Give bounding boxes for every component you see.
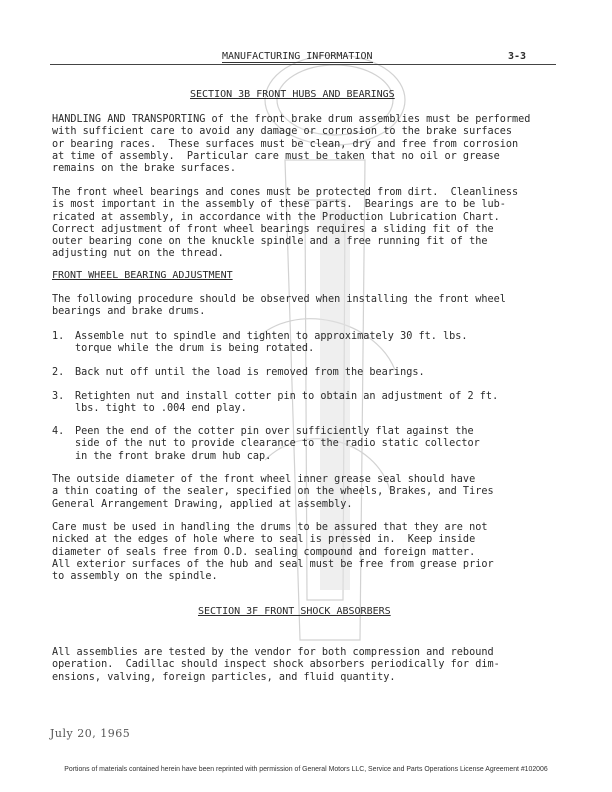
step-2-text: Back nut off until the load is removed from the bearings. [75,367,425,378]
step-1-number: 1. [52,331,65,342]
document-date: July 20, 1965 [50,727,131,740]
copyright-footer: Portions of materials contained herein have been reprinted with permission of General Motors LLC, Service and Parts Operations License Agreement #102006 [64,766,548,773]
page-number: 3-3 [508,51,527,62]
step-1-text: Assemble nut to spindle and tighten to approximately 30 ft. lbs. torque while the drum is being rotated. [75,331,468,355]
step-4-text: Peen the end of the cotter pin over sufficiently flat against the side of the nut to provide clearance to the radio static collector in the front brake drum hub cap. [75,426,480,462]
paragraph-seal: The outside diameter of the front wheel inner grease seal should have a thin coating of the sealer, specified on the wheels, Brakes, and Tires General Arrangement Drawing, applied at assembly. [52,474,494,510]
section-3b-heading: SECTION 3B FRONT HUBS AND BEARINGS [190,89,395,100]
adjustment-intro: The following procedure should be observed when installing the front wheel bearings and brake drums. [52,294,506,318]
step-4-number: 4. [52,426,65,437]
step-2-number: 2. [52,367,65,378]
step-3-text: Retighten nut and install cotter pin to obtain an adjustment of 2 ft. lbs. tight to .004 end play. [75,391,499,415]
header-rule [50,64,556,65]
paragraph-bearings: The front wheel bearings and cones must be protected from dirt. Cleanliness is most important in the assembly of these parts. Bearings are to be lub- ricated at assembly, in accordance with the Production Lubrication Chart. Correct adjustment of front wheel bearings requires a sliding fit of the outer bearing cone on the knuckle spindle and a free running fit of the adjusting nut on the thread. [52,187,519,260]
adjustment-heading: FRONT WHEEL BEARING ADJUSTMENT [52,270,233,281]
section-3f-heading: SECTION 3F FRONT SHOCK ABSORBERS [198,606,391,617]
paragraph-handling: HANDLING AND TRANSPORTING of the front brake drum assemblies must be performed with sufficient care to avoid any damage or corrosion to the brake surfaces or bearing races. These surfaces must be clean, dry and free from corrosion at time of assembly. Particular care must be taken that no oil or grease remains on the brake surfaces. [52,114,531,175]
paragraph-care: Care must be used in handling the drums to be assured that they are not nicked at the edges of hole where to seal is pressed in. Keep inside diameter of seals free from O.D. sealing compound and foreign matter. All exterior surfaces of the hub and seal must be free from grease prior to assembly on the spindle. [52,522,494,583]
paragraph-shock: All assemblies are tested by the vendor for both compression and rebound operation. Cadillac should inspect shock absorbers periodically for dim- ensions, valving, foreign particles, and fluid quantity. [52,647,500,683]
header-title: MANUFACTURING INFORMATION [222,51,373,62]
step-3-number: 3. [52,391,65,402]
